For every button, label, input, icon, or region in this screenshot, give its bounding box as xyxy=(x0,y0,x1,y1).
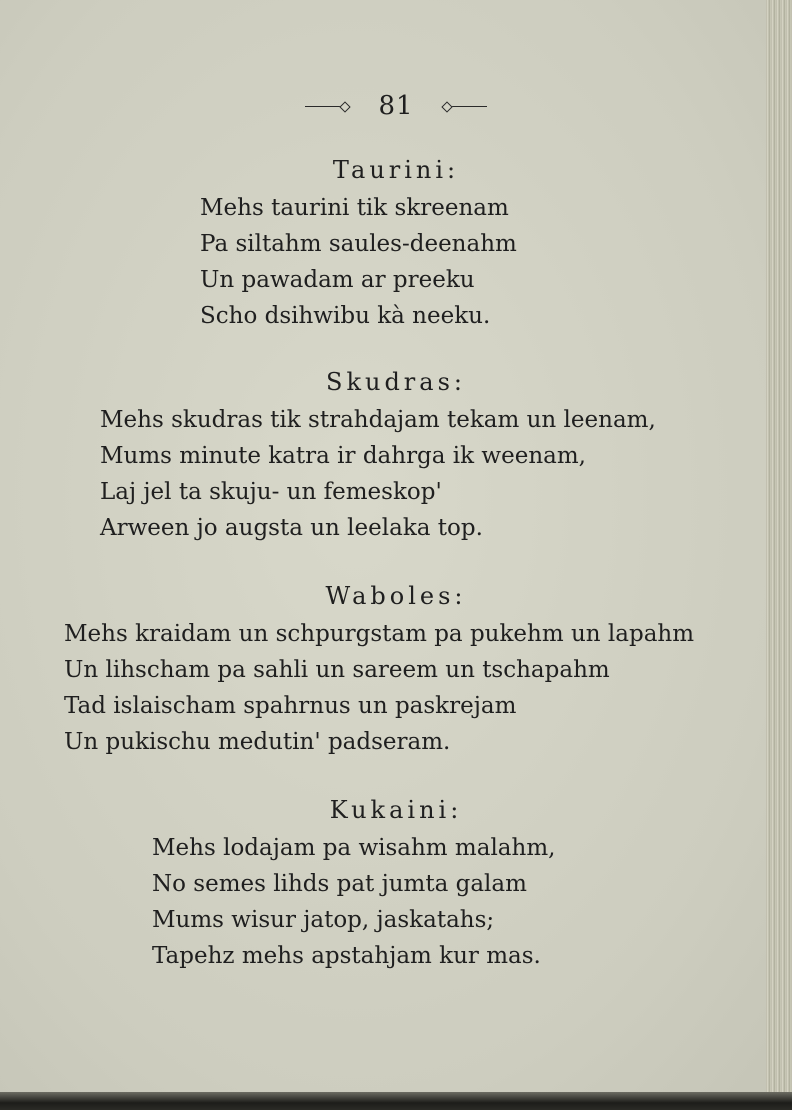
stanza-waboles xyxy=(0,576,792,760)
stanza-line: Tapehz mehs apstahjam kur mas. xyxy=(152,943,541,969)
stanza-line: Scho dsihwibu kà neeku. xyxy=(200,303,491,329)
stanza-title: Taurini: xyxy=(332,156,460,184)
stanza-line: Arween jo augsta un leelaka top. xyxy=(100,515,483,541)
stanza-line: Mehs skudras tik strahdajam tekam un leenam, xyxy=(100,407,656,433)
stanza-kukaini xyxy=(0,790,792,974)
stanza-taurini xyxy=(0,150,792,334)
stanza-title: Skudras: xyxy=(326,368,466,396)
stanza-skudras xyxy=(0,362,792,546)
stanza-line: Un pukischu medutin' padseram. xyxy=(64,729,451,755)
page-edge-bottom xyxy=(0,1092,792,1110)
stanza-line: Mehs taurini tik skreenam xyxy=(200,195,509,221)
stanza-title: Kukaini: xyxy=(329,796,463,824)
stanza-line: Laj jel ta skuju- un femeskop' xyxy=(100,479,442,505)
header-ornament-left xyxy=(305,106,347,107)
stanza-line: Mums minute katra ir dahrga ik weenam, xyxy=(100,443,586,469)
page-header xyxy=(0,90,792,121)
stanza-line: Tad islaischam spahrnus un paskrejam xyxy=(64,693,517,719)
stanza-line: Mums wisur jatop, jaskatahs; xyxy=(152,907,495,933)
stanza-title: Waboles: xyxy=(325,582,467,610)
header-ornament-right xyxy=(445,106,487,107)
stanza-line: Mehs lodajam pa wisahm malahm, xyxy=(152,835,556,861)
stanza-line: No semes lihds pat jumta galam xyxy=(152,871,527,897)
stanza-line: Un lihscham pa sahli un sareem un tschapahm xyxy=(64,657,610,683)
stanza-line: Pa siltahm saules-deenahm xyxy=(200,231,517,257)
stanza-line: Mehs kraidam un schpurgstam pa pukehm un lapahm xyxy=(64,621,695,647)
page-number: 81 xyxy=(378,91,414,121)
stanza-line: Un pawadam ar preeku xyxy=(200,267,475,293)
